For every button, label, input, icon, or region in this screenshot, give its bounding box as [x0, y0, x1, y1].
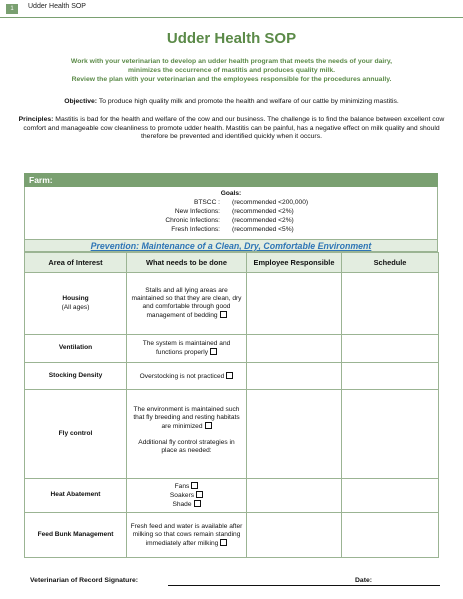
- schedule-cell-ventilation[interactable]: [342, 335, 439, 363]
- page-number: 1: [6, 4, 18, 14]
- area-cell: [25, 513, 127, 558]
- employee-cell-fly-control[interactable]: [247, 390, 342, 479]
- principles-text: Mastitis is bad for the health and welfare of the cow and our business. The challenge is to find the balance between excellent cow comfort and manageable cow cleanliness to promote udder health. Mastitis can be painful, has a negative effect on milk quality and should therefore be prevented and identified quickly when it occurs.: [23, 116, 445, 141]
- need-cell: [127, 335, 247, 363]
- intro-text: [12, 57, 451, 84]
- schedule-cell-stocking-density[interactable]: [342, 363, 439, 390]
- employee-cell-feed-bunk[interactable]: [247, 513, 342, 558]
- signature-line[interactable]: [168, 585, 376, 586]
- schedule-cell-heat-abatement[interactable]: [342, 479, 439, 513]
- need-text: The environment is maintained such that fly breeding and resting habitats are minimized: [133, 405, 240, 430]
- housing-checkbox[interactable]: [220, 311, 227, 318]
- goal-label: Chronic Infections:: [165, 217, 220, 224]
- header-label: Udder Health SOP: [28, 3, 86, 10]
- area-sublabel: (All ages): [61, 303, 90, 311]
- sop-table: [24, 252, 439, 558]
- ventilation-checkbox[interactable]: [210, 348, 217, 355]
- employee-cell-ventilation[interactable]: [247, 335, 342, 363]
- table-row-housing: [25, 273, 439, 335]
- area-label: Stocking Density: [48, 371, 103, 379]
- goal-value: (recommended <2%): [232, 208, 294, 215]
- need-cell: [127, 390, 247, 479]
- need-cell: [127, 513, 247, 558]
- area-label: Ventilation: [58, 344, 93, 352]
- soakers-checkbox[interactable]: [196, 491, 203, 498]
- area-label: Fly control: [58, 429, 93, 437]
- goal-label: BTSCC :: [193, 199, 220, 206]
- need-extra-text: Additional fly control strategies in place as needed:: [138, 438, 235, 454]
- option-label: Fans: [174, 483, 190, 490]
- need-text: Fresh feed and water is available after milking so that cows remain standing immediately after milking: [130, 522, 243, 547]
- fans-checkbox[interactable]: [191, 482, 198, 489]
- need-cell: [127, 479, 247, 513]
- area-label: Heat Abatement: [50, 491, 101, 499]
- need-cell: [127, 363, 247, 390]
- employee-cell-heat-abatement[interactable]: [247, 479, 342, 513]
- goal-label: New Infections:: [174, 208, 220, 215]
- principles-paragraph: [14, 116, 449, 142]
- employee-cell-housing[interactable]: [247, 273, 342, 335]
- intro-line: Review the plan with your veterinarian and the employees responsible for the procedures annually.: [71, 76, 392, 83]
- stocking-density-checkbox[interactable]: [226, 372, 233, 379]
- header-employee-responsible: Employee Responsible: [247, 253, 342, 273]
- heat-option-shade: [130, 500, 243, 509]
- area-label: Feed Bunk Management: [37, 530, 114, 538]
- table-row-fly-control: [25, 390, 439, 479]
- need-text: Stalls and all lying areas are maintained so that they are clean, dry and comfortable through good management of bedding: [131, 287, 242, 319]
- goal-value: (recommended <5%): [232, 226, 294, 233]
- option-label: Soakers: [169, 492, 195, 499]
- intro-line: minimizes the occurrence of mastitis and produces quality milk.: [128, 67, 335, 74]
- goal-value: (recommended <200,000): [232, 199, 309, 206]
- objective-text: To produce high quality milk and promote the health and welfare of our cattle by minimizing mastitis.: [97, 98, 399, 105]
- need-text: The system is maintained and functions properly: [142, 340, 231, 356]
- heat-option-fans: [130, 482, 243, 491]
- area-cell: [25, 273, 127, 335]
- goals-section: [24, 187, 438, 239]
- area-cell: [25, 363, 127, 390]
- document-title: Udder Health SOP: [166, 30, 297, 47]
- prevention-heading: Prevention: Maintenance of a Clean, Dry, Comfortable Environment: [24, 239, 438, 252]
- area-label: Housing: [62, 295, 89, 302]
- schedule-cell-housing[interactable]: [342, 273, 439, 335]
- area-cell: [25, 390, 127, 479]
- schedule-cell-feed-bunk[interactable]: [342, 513, 439, 558]
- objective-paragraph: [14, 98, 449, 107]
- table-row-heat-abatement: [25, 479, 439, 513]
- table-row-feed-bunk: [25, 513, 439, 558]
- option-label: Shade: [172, 501, 192, 508]
- header-schedule: Schedule: [342, 253, 439, 273]
- table-header-row: [25, 253, 439, 273]
- area-cell: [25, 479, 127, 513]
- principles-label: Principles:: [18, 116, 54, 123]
- goal-label: Fresh Infections:: [171, 226, 220, 233]
- signature-label: Veterinarian of Record Signature:: [30, 577, 139, 584]
- feed-bunk-checkbox[interactable]: [220, 539, 227, 546]
- header-what-needs-to-be-done: What needs to be done: [127, 253, 247, 273]
- area-cell: [25, 335, 127, 363]
- table-row-stocking-density: [25, 363, 439, 390]
- shade-checkbox[interactable]: [194, 500, 201, 507]
- header-area-of-interest: Area of Interest: [25, 253, 127, 273]
- date-line[interactable]: [376, 585, 440, 586]
- employee-cell-stocking-density[interactable]: [247, 363, 342, 390]
- page-header: [0, 0, 463, 18]
- need-cell: [127, 273, 247, 335]
- farm-section-bar: Farm:: [24, 173, 438, 187]
- table-row-ventilation: [25, 335, 439, 363]
- signature-row: [30, 577, 438, 587]
- date-label: Date:: [355, 577, 372, 584]
- goals-title: Goals:: [220, 190, 242, 197]
- objective-label: Objective:: [64, 98, 98, 105]
- heat-option-soakers: [130, 491, 243, 500]
- schedule-cell-fly-control[interactable]: [342, 390, 439, 479]
- goal-value: (recommended <2%): [232, 217, 294, 224]
- fly-control-checkbox[interactable]: [205, 422, 212, 429]
- need-text: Overstocking is not practiced: [139, 372, 225, 380]
- intro-line: Work with your veterinarian to develop an udder health program that meets the needs of your dairy,: [70, 58, 393, 65]
